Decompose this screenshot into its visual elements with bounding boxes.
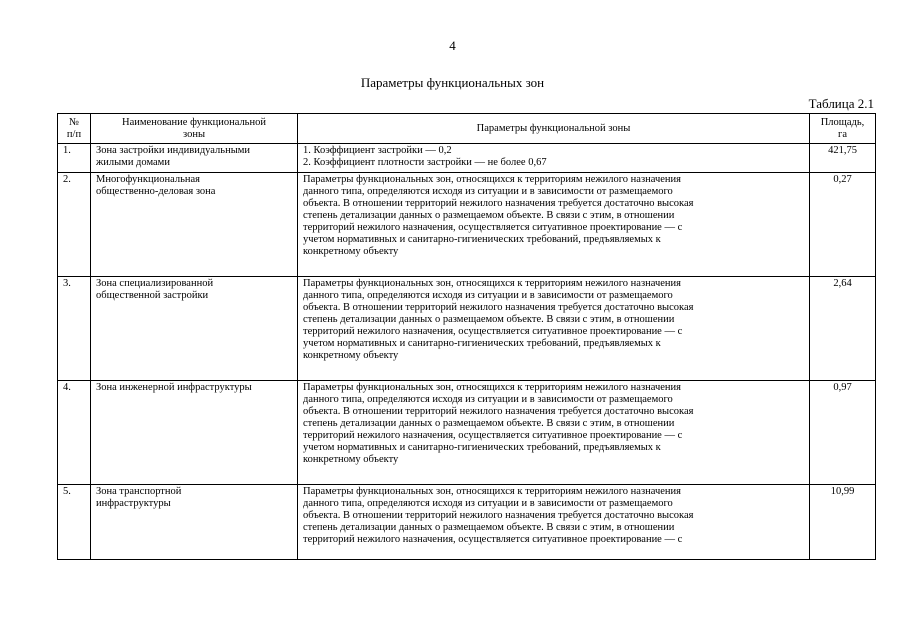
name-line: Зона инженерной инфраструктуры — [96, 382, 252, 393]
params-clip — [303, 486, 804, 559]
row-params — [298, 144, 810, 173]
header-params: Параметры функциональной зоны — [298, 114, 810, 144]
params-line: конкретному объекту — [303, 350, 399, 361]
params-line: степень детализации данных о размещаемом объекте. В связи с этим, в отношении — [303, 314, 675, 325]
name-line: общественно-деловая зона — [96, 186, 216, 197]
params-line: Параметры функциональных зон, относящихся к территориям нежилого назначения — [303, 382, 681, 393]
header-name-line: Наименование функциональной — [122, 116, 266, 128]
params-line: конкретному объекту — [303, 246, 399, 257]
row-area: 0,27 — [810, 173, 876, 277]
table-row — [58, 173, 876, 277]
params-line: Параметры функциональных зон, относящихся к территориям нежилого назначения — [303, 174, 681, 185]
page-number: 4 — [449, 38, 456, 53]
header-area-line: га — [838, 128, 847, 140]
row-num: 2. — [58, 173, 91, 277]
name-line: Зона транспортной — [96, 486, 182, 497]
name-line: Зона специализированной — [96, 278, 214, 289]
params-line: Параметры функциональных зон, относящихся к территориям нежилого назначения — [303, 486, 681, 497]
params-line: данного типа, определяются исходя из ситуации и в зависимости от размещаемого — [303, 498, 673, 509]
params-line: степень детализации данных о размещаемом объекте. В связи с этим, в отношении — [303, 210, 675, 221]
name-line: Многофункциональная — [96, 174, 201, 185]
params-line: степень детализации данных о размещаемом объекте. В связи с этим, в отношении — [303, 522, 675, 533]
params-line: объекта. В отношении территорий нежилого назначения требуется достаточно высокая — [303, 406, 694, 417]
row-params — [298, 485, 810, 560]
header-name — [91, 114, 298, 144]
params-line: учетом нормативных и санитарно-гигиенических требований, предъявляемых к — [303, 234, 661, 245]
row-name — [91, 381, 298, 485]
params-line: 2. Коэффициент плотности застройки — не более 0,67 — [303, 157, 547, 168]
row-name — [91, 173, 298, 277]
params-line: данного типа, определяются исходя из ситуации и в зависимости от размещаемого — [303, 290, 673, 301]
header-name-line: зоны — [182, 128, 205, 140]
row-num: 4. — [58, 381, 91, 485]
row-area: 0,97 — [810, 381, 876, 485]
row-num: 1. — [58, 144, 91, 173]
name-line: инфраструктуры — [96, 498, 171, 509]
row-params — [298, 381, 810, 485]
params-line: данного типа, определяются исходя из ситуации и в зависимости от размещаемого — [303, 186, 673, 197]
name-line: общественной застройки — [96, 290, 209, 301]
header-area — [810, 114, 876, 144]
table-row — [58, 144, 876, 173]
header-num — [58, 114, 91, 144]
header-num-line: № — [68, 116, 80, 128]
params-line: степень детализации данных о размещаемом объекте. В связи с этим, в отношении — [303, 418, 675, 429]
row-area: 2,64 — [810, 277, 876, 381]
params-line: конкретному объекту — [303, 454, 399, 465]
row-name — [91, 277, 298, 381]
row-area: 10,99 — [810, 485, 876, 560]
table-row — [58, 277, 876, 381]
table-header-row — [58, 114, 876, 144]
row-params — [298, 173, 810, 277]
row-num: 5. — [58, 485, 91, 560]
params-line: территорий нежилого назначения, осуществляется ситуативное проектирование — с — [303, 222, 683, 233]
table-row — [58, 485, 876, 560]
params-line: территорий нежилого назначения, осуществляется ситуативное проектирование — с — [303, 534, 683, 545]
row-num: 3. — [58, 277, 91, 381]
table-row — [58, 381, 876, 485]
header-area-line: Площадь, — [820, 116, 865, 128]
row-area: 421,75 — [810, 144, 876, 173]
name-line: Зона застройки индивидуальными — [96, 145, 251, 156]
header-num-line: п/п — [66, 128, 82, 140]
params-line: Параметры функциональных зон, относящихся к территориям нежилого назначения — [303, 278, 681, 289]
parameters-table — [57, 113, 876, 560]
row-name — [91, 485, 298, 560]
params-line: объекта. В отношении территорий нежилого назначения требуется достаточно высокая — [303, 198, 694, 209]
params-line: территорий нежилого назначения, осуществляется ситуативное проектирование — с — [303, 430, 683, 441]
name-line: жилыми домами — [96, 157, 170, 168]
params-line: учетом нормативных и санитарно-гигиенических требований, предъявляемых к — [303, 442, 661, 453]
row-name — [91, 144, 298, 173]
page-title: Параметры функциональных зон — [360, 75, 545, 90]
table-caption: Таблица 2.1 — [808, 96, 874, 111]
params-line: территорий нежилого назначения, осуществляется ситуативное проектирование — с — [303, 326, 683, 337]
params-line: учетом нормативных и санитарно-гигиенических требований, предъявляемых к — [303, 338, 661, 349]
params-line: 1. Коэффициент застройки — 0,2 — [303, 145, 452, 156]
row-params — [298, 277, 810, 381]
params-line: данного типа, определяются исходя из ситуации и в зависимости от размещаемого — [303, 394, 673, 405]
params-line: объекта. В отношении территорий нежилого назначения требуется достаточно высокая — [303, 510, 694, 521]
params-line: объекта. В отношении территорий нежилого назначения требуется достаточно высокая — [303, 302, 694, 313]
